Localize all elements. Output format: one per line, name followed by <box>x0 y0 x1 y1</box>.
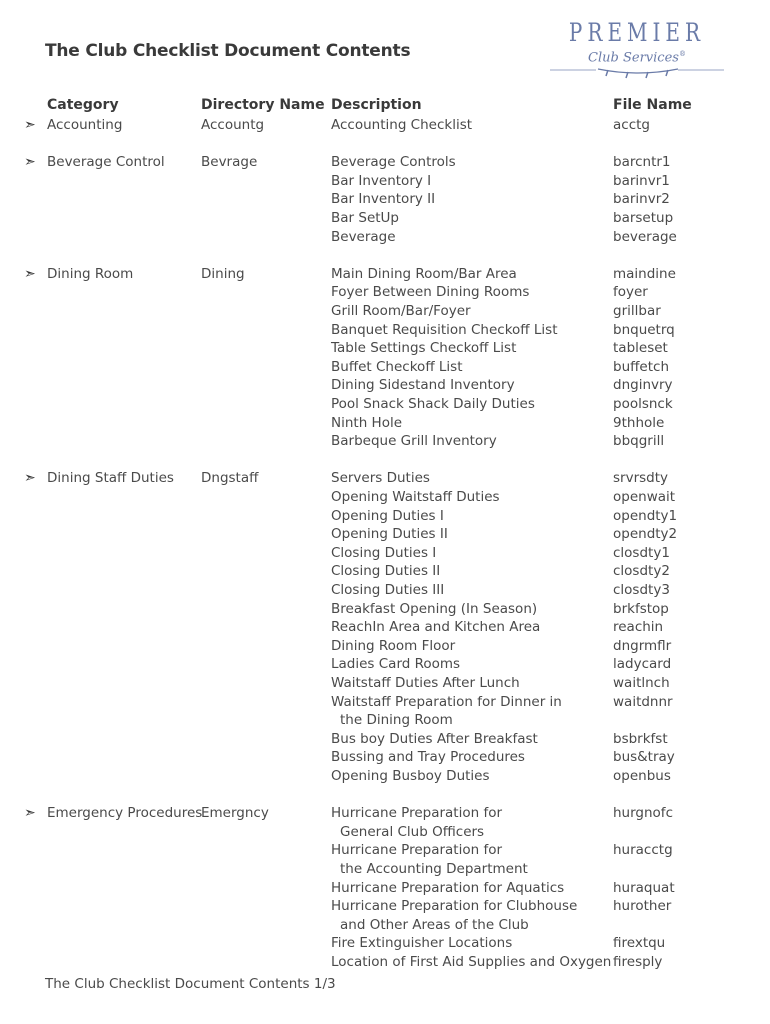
file-name: foyer <box>613 284 648 301</box>
description-text: Banquet Requisition Checkoff List <box>331 321 558 338</box>
directory-name: Accountg <box>201 117 265 133</box>
description-text: ReachIn Area and Kitchen Area <box>331 619 541 636</box>
table-row <box>0 767 770 786</box>
file-name: dngrmflr <box>613 637 672 654</box>
page-footer: The Club Checklist Document Contents 1/3 <box>45 976 336 992</box>
description-text: Fire Extinguisher Locations <box>331 935 513 952</box>
header-category: Category <box>47 97 119 113</box>
table-row <box>0 693 770 712</box>
premier-logo <box>548 17 726 80</box>
description-text: Table Settings Checkoff List <box>331 340 517 357</box>
description-text: and Other Areas of the Club <box>340 916 529 933</box>
table-row <box>0 953 770 972</box>
description-text: Bussing and Tray Procedures <box>331 749 525 766</box>
description-text: Opening Waitstaff Duties <box>331 489 500 505</box>
file-name: waitlnch <box>613 675 670 691</box>
description-text: Buffet Checkoff List <box>331 358 463 375</box>
file-name: acctg <box>613 117 650 133</box>
description-text: Bar Inventory II <box>331 191 436 208</box>
category-name: Accounting <box>47 117 123 133</box>
file-name: ladycard <box>613 656 672 673</box>
file-name: opendty2 <box>613 526 678 543</box>
category-name: Beverage Control <box>47 154 165 171</box>
category-name: Dining Room <box>47 265 134 282</box>
header-directory: Directory Name <box>201 97 325 113</box>
header-description: Description <box>331 97 422 113</box>
description-text: General Club Officers <box>340 823 485 840</box>
table-row <box>0 507 770 526</box>
description-text: the Dining Room <box>340 712 453 729</box>
table-row <box>0 469 770 488</box>
category-name: Dining Staff Duties <box>47 470 174 487</box>
file-name: 9thhole <box>613 414 665 431</box>
description-text: Dining Sidestand Inventory <box>331 377 515 394</box>
file-name: openwait <box>613 489 676 505</box>
file-name: bbqgrill <box>613 433 665 450</box>
description-text: Opening Duties II <box>331 526 448 543</box>
table-row <box>0 153 770 172</box>
file-name: firextqu <box>613 935 666 952</box>
description-text: the Accounting Department <box>340 861 528 877</box>
table-row <box>0 600 770 619</box>
table-row <box>0 562 770 581</box>
description-text: Beverage <box>331 228 396 245</box>
arrow-bullet-icon: ➣ <box>24 117 36 133</box>
table-row <box>0 879 770 898</box>
table-row <box>0 804 770 823</box>
file-name: closdty2 <box>613 563 670 580</box>
file-name: dnginvry <box>613 377 673 394</box>
table-row <box>0 302 770 321</box>
table-row <box>0 748 770 767</box>
file-name: hurother <box>613 898 672 915</box>
table-row <box>0 339 770 358</box>
file-name: barinvr2 <box>613 191 670 208</box>
page-title: The Club Checklist Document Contents <box>45 41 411 61</box>
arrow-bullet-icon: ➣ <box>24 805 36 822</box>
description-text: Hurricane Preparation for Aquatics <box>331 879 565 896</box>
table-row <box>0 581 770 600</box>
description-text: Foyer Between Dining Rooms <box>331 284 530 301</box>
logo-word-premier: PREMIER <box>568 17 706 47</box>
file-name: opendty1 <box>613 507 678 524</box>
description-text: Hurricane Preparation for <box>331 805 503 822</box>
file-name: closdty1 <box>613 544 670 561</box>
file-name: buffetch <box>613 358 670 375</box>
file-name: brkfstop <box>613 600 669 617</box>
file-name: maindine <box>613 265 676 282</box>
table-row <box>0 841 770 860</box>
table-row <box>0 358 770 377</box>
table-row <box>0 860 770 879</box>
description-text: Opening Duties I <box>331 507 444 524</box>
description-text: Servers Duties <box>331 470 430 487</box>
table-row <box>0 376 770 395</box>
directory-name: Dngstaff <box>201 470 259 487</box>
description-text: Dining Room Floor <box>331 637 456 654</box>
description-text: Location of First Aid Supplies and Oxygen <box>331 954 612 970</box>
table-row <box>0 897 770 916</box>
directory-name: Bevrage <box>201 154 258 171</box>
table-row <box>0 655 770 674</box>
description-text: Grill Room/Bar/Foyer <box>331 303 471 319</box>
table-row <box>0 674 770 693</box>
file-name: firesply <box>613 954 663 970</box>
file-name: grillbar <box>613 303 661 319</box>
table-row <box>0 637 770 656</box>
file-name: barsetup <box>613 210 674 226</box>
table-row <box>0 823 770 842</box>
description-text: Main Dining Room/Bar Area <box>331 265 517 282</box>
description-text: Opening Busboy Duties <box>331 768 490 784</box>
file-name: poolsnck <box>613 396 673 412</box>
description-text: Waitstaff Duties After Lunch <box>331 675 520 691</box>
arrow-bullet-icon: ➣ <box>24 154 36 171</box>
file-name: barcntr1 <box>613 154 671 171</box>
table-row <box>0 265 770 284</box>
file-name: waitdnnr <box>613 693 673 710</box>
description-text: Closing Duties III <box>331 582 445 598</box>
table-row <box>0 172 770 191</box>
file-name: closdty3 <box>613 582 670 598</box>
file-name: srvrsdty <box>613 470 669 487</box>
description-text: Barbeque Grill Inventory <box>331 433 497 450</box>
table-row <box>0 544 770 563</box>
description-text: Ladies Card Rooms <box>331 656 461 673</box>
table-row <box>0 934 770 953</box>
file-name: openbus <box>613 768 671 784</box>
file-name: tableset <box>613 340 668 357</box>
directory-name: Emergncy <box>201 805 269 822</box>
file-name: beverage <box>613 228 677 245</box>
directory-name: Dining <box>201 265 245 282</box>
description-text: Breakfast Opening (In Season) <box>331 600 538 617</box>
table-row <box>0 414 770 433</box>
header-file-name: File Name <box>613 97 692 113</box>
logo-word-club-services: Club Services® <box>588 50 686 66</box>
arrow-bullet-icon: ➣ <box>24 470 36 487</box>
file-name: huracctg <box>613 842 673 859</box>
file-name: barinvr1 <box>613 172 670 189</box>
description-text: Closing Duties II <box>331 563 441 580</box>
table-row <box>0 618 770 637</box>
file-name: reachin <box>613 619 664 636</box>
arrow-bullet-icon: ➣ <box>24 265 36 282</box>
description-text: Bar SetUp <box>331 210 399 226</box>
file-name: bsbrkfst <box>613 730 668 747</box>
description-text: Closing Duties I <box>331 544 437 561</box>
category-name: Emergency Procedures <box>47 805 203 822</box>
description-text: Bar Inventory I <box>331 172 432 189</box>
description-text: Pool Snack Shack Daily Duties <box>331 396 535 412</box>
table-row <box>0 395 770 414</box>
table-row <box>0 321 770 340</box>
description-text: Hurricane Preparation for Clubhouse <box>331 898 578 915</box>
table-row <box>0 283 770 302</box>
file-name: huraquat <box>613 879 675 896</box>
table-row <box>0 116 770 135</box>
file-name: bus&tray <box>613 749 675 766</box>
table-row <box>0 730 770 749</box>
table-row <box>0 711 770 730</box>
description-text: Ninth Hole <box>331 414 403 431</box>
description-text: Waitstaff Preparation for Dinner in <box>331 693 562 710</box>
table-row <box>0 190 770 209</box>
file-name: bnquetrq <box>613 321 675 338</box>
file-name: hurgnofc <box>613 805 673 822</box>
table-row <box>0 916 770 935</box>
description-text: Accounting Checklist <box>331 117 473 133</box>
table-row <box>0 525 770 544</box>
table-row <box>0 488 770 507</box>
table-row <box>0 228 770 247</box>
description-text: Bus boy Duties After Breakfast <box>331 730 538 747</box>
table-row <box>0 432 770 451</box>
description-text: Beverage Controls <box>331 154 456 171</box>
table-row <box>0 209 770 228</box>
description-text: Hurricane Preparation for <box>331 842 503 859</box>
